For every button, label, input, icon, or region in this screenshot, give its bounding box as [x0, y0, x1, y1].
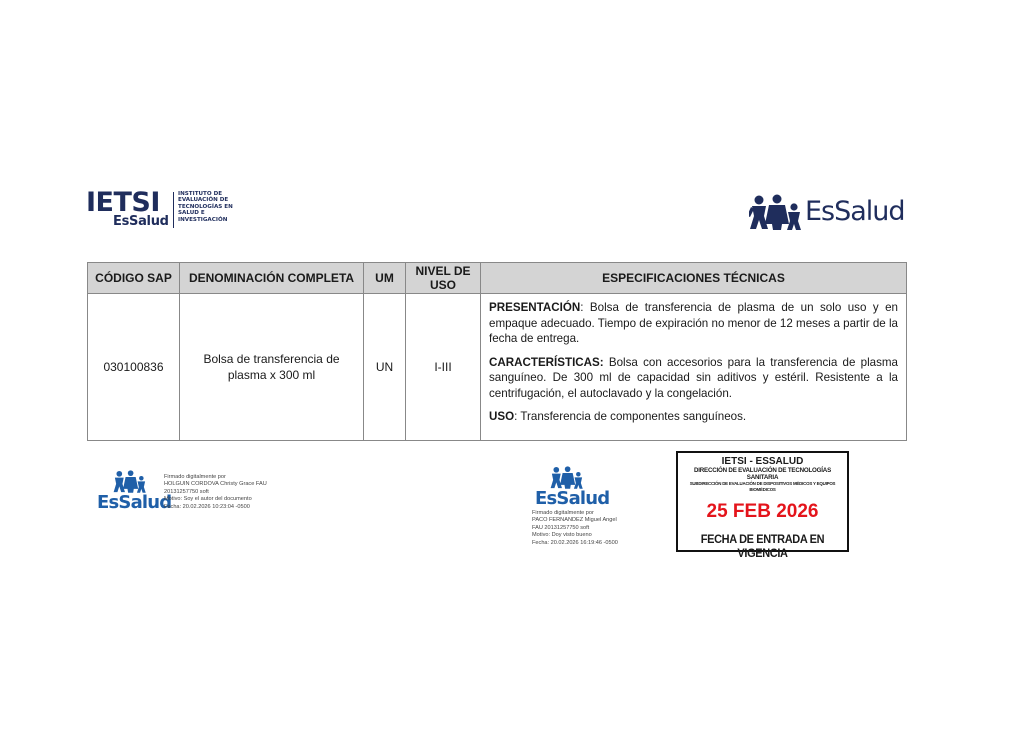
stamp-line2: DIRECCIÓN DE EVALUACIÓN DE TECNOLOGÍAS SANITARIA	[693, 467, 831, 481]
spec-presentacion	[489, 300, 898, 347]
header-especificaciones: ESPECIFICACIONES TÉCNICAS	[481, 263, 907, 294]
denominacion-text: Bolsa de transferencia de plasma x 300 ml	[203, 352, 340, 382]
stamp-line3: SUBDIRECCIÓN DE EVALUACIÓN DE DISPOSITIVOS MÉDICOS Y EQUIPOS BIOMÉDICOS	[689, 481, 836, 492]
validity-stamp	[676, 451, 849, 560]
cell-especificaciones	[481, 294, 907, 441]
essalud-logo-text: EsSalud	[805, 196, 905, 227]
presentacion-text: : Bolsa de transferencia de plasma de un solo uso y en empaque adecuado. Tiempo de expiración no menor de 12 meses a partir de la fecha de entrega.	[489, 301, 898, 345]
table-header-row	[88, 263, 907, 294]
stamp-title: IETSI - ESSALUD	[721, 456, 804, 467]
stamp-footer: FECHA DE ENTRADA EN VIGENCIA	[700, 532, 825, 560]
logo-divider	[173, 192, 174, 228]
table-row	[88, 294, 907, 441]
spec-caracteristicas	[489, 355, 898, 402]
essalud-logo	[749, 194, 909, 234]
family-figures-icon	[749, 194, 803, 232]
family-figures-icon	[113, 470, 147, 494]
ietsi-logo-main: IETSI	[86, 187, 160, 218]
family-figures-icon	[550, 466, 584, 490]
header-codigo: CÓDIGO SAP	[88, 263, 180, 294]
cell-um: UN	[364, 294, 406, 441]
stamp-date: 25 FEB 2026	[706, 501, 819, 522]
digital-signature-2	[532, 466, 672, 546]
caracteristicas-text: Bolsa con accesorios para la transferencia de plasma sanguíneo. De 300 ml de capacidad sin aditivos y estéril. Resistente a la centrifugación, el autoclavado y la congelación.	[489, 355, 898, 400]
header-denominacion: DENOMINACIÓN COMPLETA	[180, 263, 364, 294]
signature-text: Firmado digitalmente por HOLGUIN CORDOVA Christy Grace FAU 20131257750 soft Motivo: Soy el autor del documento Fecha: 20.02.2026 10:23:04 -0500	[164, 474, 267, 510]
cell-denominacion	[180, 294, 364, 441]
cell-nivel: I-III	[406, 294, 481, 441]
caracteristicas-label: CARACTERÍSTICAS:	[489, 355, 604, 369]
ietsi-logo-text: INSTITUTO DE EVALUACIÓN DE TECNOLOGÍAS EN SALUD E INVESTIGACIÓN	[178, 191, 233, 223]
header-nivel: NIVEL DE USO	[406, 263, 481, 294]
spec-uso	[489, 409, 898, 425]
signature-text: Firmado digitalmente por PACO FERNANDEZ Miguel Angel FAU 20131257750 soft Motivo: Doy visto bueno Fecha: 20.02.2026 16:19:46 -0500	[532, 510, 618, 546]
ietsi-logo	[86, 187, 246, 232]
signature-logo-text: EsSalud	[97, 492, 172, 513]
ietsi-logo-sub: EsSalud	[113, 214, 169, 229]
header-um: UM	[364, 263, 406, 294]
signature-logo-text: EsSalud	[535, 488, 610, 509]
specification-table	[87, 262, 907, 441]
cell-codigo: 030100836	[88, 294, 180, 441]
uso-text: : Transferencia de componentes sanguíneos.	[514, 410, 747, 423]
presentacion-label: PRESENTACIÓN	[489, 301, 581, 314]
uso-label: USO	[489, 410, 515, 423]
digital-signature-1	[97, 470, 297, 520]
